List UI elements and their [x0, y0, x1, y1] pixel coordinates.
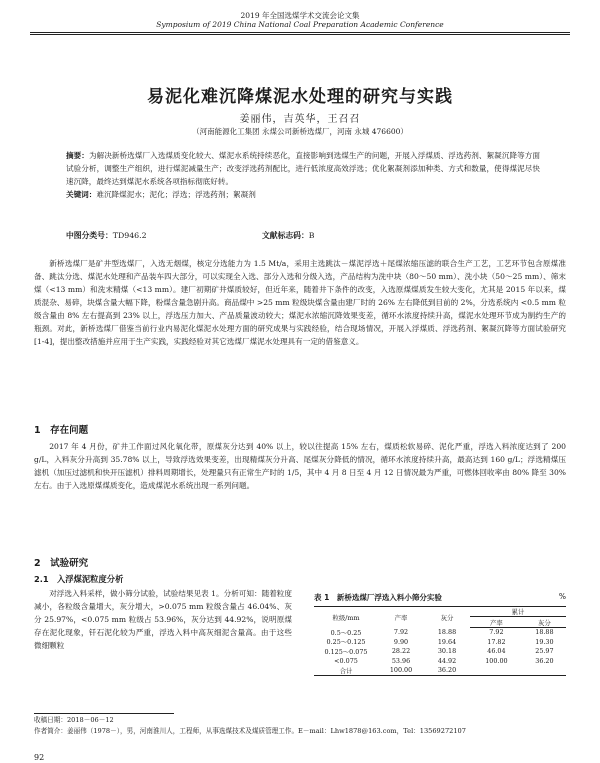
section-1-heading: 1 存在问题 — [34, 425, 89, 436]
table-row — [314, 656, 566, 665]
footnote-received: 收稿日期：2018－06－12 — [34, 716, 114, 724]
col-header-cumulative: 累计 — [470, 607, 566, 617]
table-row — [314, 637, 566, 646]
table-1-title: 表 1 新桥选煤厂浮选入料小筛分实验 — [314, 593, 442, 602]
table-cell: 9.90 — [393, 637, 409, 646]
table-cell: 100.00 — [485, 656, 508, 665]
doc-code-label: 文献标志码： — [262, 231, 309, 240]
abstract-block — [66, 149, 540, 201]
table-cell: <0.075 — [334, 656, 358, 665]
section-2-heading: 2 试验研究 — [34, 558, 89, 569]
col-header-yield: 产率 — [378, 607, 424, 628]
table-cell: 18.88 — [535, 628, 554, 637]
table-cell: 0.125～0.075 — [324, 647, 368, 656]
header-rule-thin — [30, 34, 570, 35]
page-number: 92 — [34, 753, 45, 762]
table-cell: 合计 — [314, 665, 378, 675]
section-2-1-paragraph: 对浮选入料采样，做小筛分试验，试验结果见表 1。分析可知：随着粒度减小，各粒级含量增大，灰分增大，>0.075 mm 粒级含量占 46.04%、灰分 25.97%，<0.075 mm 粒级占 53.96%，灰分达到 44.92%，说明原煤存在泥化现象，钎石泥化较为严重，浮选入料中高灰细泥含量高。由于这些微细颗粒 — [34, 589, 292, 650]
col-header-cum-ash: 灰分 — [523, 617, 566, 627]
table-cell: 0.5～0.25 — [330, 628, 362, 637]
table-cell: 44.92 — [437, 656, 457, 665]
table-cell: 46.04 — [487, 647, 506, 656]
classification-row — [66, 230, 540, 241]
col-header-size: 粒级/mm — [314, 607, 378, 628]
table-row — [314, 665, 566, 675]
table-cell: 28.22 — [391, 647, 411, 656]
table-cell — [470, 665, 523, 675]
keywords-label: 关键词： — [66, 190, 97, 199]
table-cell: 17.82 — [487, 637, 506, 646]
section-2-1-heading: 2.1 入浮煤泥粒度分析 — [34, 574, 124, 584]
affiliation: （河南能源化工集团 永煤公司新桥选煤厂，河南 永城 476600） — [192, 127, 408, 136]
table-cell: 36.20 — [535, 656, 554, 665]
table-cell: 53.96 — [391, 656, 411, 665]
paper-title: 易泥化难沉降煤泥水处理的研究与实践 — [147, 87, 453, 107]
running-header-cn: 2019 年全国选煤学术交流会论文集 — [240, 11, 360, 20]
table-cell: 7.92 — [393, 628, 409, 637]
running-header-en: Symposium of 2019 China National Coal Preparation Academic Conference — [156, 20, 444, 29]
table-1-caption — [314, 592, 566, 603]
table-row — [314, 647, 566, 656]
col-header-cum-yield: 产率 — [470, 617, 523, 627]
table-cell: 100.00 — [378, 665, 424, 675]
clc-value: TD946.2 — [112, 231, 147, 240]
table-1 — [314, 606, 566, 676]
footnote-author: 作者简介：姜丽伟（1978－），男，河南淮川人，工程师，从事选煤技术及煤质管理工作。E－mail：Lhw1878@163.com，Tel：13569272107 — [34, 727, 466, 735]
authors: 姜丽伟，吉英华，王召召 — [239, 114, 361, 125]
col-header-ash: 灰分 — [424, 607, 470, 628]
table-cell — [523, 665, 566, 675]
footnote-rule — [34, 713, 174, 714]
table-cell: 36.20 — [424, 665, 470, 675]
section-1-paragraph: 2017 年 4 月份，矿井工作面过风化氧化带，原煤灰分达到 40% 以上，较以往提高 15% 左右，煤质松软易碎、泥化严重，浮选入料浓度达到了 200 g/L，入料灰分升高到 35.78% 以上，导致浮选效果变差，出现精煤灰分升高、尾煤灰分降低的情况，循环水浓度持续升高，最高达到 160 g/L；浮选精煤压滤机（加压过滤机和快开压滤机）排料周期增长，处理量只有正常生产时的 1/5，其中 4 月 8 日至 4 月 12 日情况最为严重，可燃体回收率由 80% 降至 30% 左右。由于入选原煤煤质变化，造成煤泥水系统出现一系列问题。 — [34, 442, 566, 490]
table-cell: 7.92 — [489, 628, 504, 637]
table-cell: 30.18 — [437, 647, 457, 656]
keywords-text: 难沉降煤泥水；泥化；浮选；浮选药剂；絮凝剂 — [96, 190, 256, 199]
table-row — [314, 627, 566, 637]
table-cell: 25.97 — [535, 647, 554, 656]
table-1-unit: % — [558, 592, 566, 601]
header-rule — [30, 32, 570, 33]
abstract-label: 摘要： — [66, 151, 89, 160]
doc-code-value: B — [308, 231, 315, 240]
table-cell: 19.30 — [535, 637, 554, 646]
table-cell: 19.64 — [437, 637, 457, 646]
abstract-text: 为解决新桥选煤厂入选煤质变化较大、煤泥水系统持续恶化，直接影响到选煤生产的问题，开展入浮煤质、浮选药剂、絮凝沉降等方面试验分析，调整生产组织，进行煤泥减量生产；改变浮选药剂配比，进行低浓度高效浮选；优化絮凝剂添加种类、方式和数量，使得煤泥尽快速沉降，最终达到煤泥水系统各项指标彻底好转。 — [66, 151, 541, 186]
introduction-paragraph: 新桥选煤厂是矿井型选煤厂，入选无烟煤，核定分选能力为 1.5 Mt/a，采用主选跳汰－煤泥浮选＋尾煤浓缩压滤的联合生产工艺，工艺环节包含原煤准备、跳汰分选、煤泥水处理和产品装车四大部分，可以实现全入选、部分入选和分级入选，产品结构为洗中块（80～50 mm）、洗小块（50～25 mm）、筛末煤（<13 mm）和洗末精煤（<13 mm）。建厂初期矿井煤质较好，但近年来，随着井下条件的改变，入选原煤煤质发生较大变化，尤其是 2015 年以来，煤质混杂、易碎，块煤含量大幅下降，粉煤含量急剧升高。商品煤中 >25 mm 粒级块煤含量由建厂时的 26% 左右降低到目前的 2%，分选系统内 <0.5 mm 粒级含量由 8% 左右提高到 23% 以上，浮选压力加大、产品质量波动较大；煤泥水浓缩沉降效果变差，循环水浓度持续升高，煤泥水处理环节成为制约生产的瓶颈。对此，新桥选煤厂借鉴当前行业内易泥化煤泥水处理方面的研究成果与实践经验，结合现场情况，开展入浮煤质、浮选药剂、絮凝沉降等方面试验研究[1-4]，提出整改措施并应用于生产实践，实践经验对其它选煤厂煤泥水处理具有一定的借鉴意义。 — [34, 259, 566, 346]
clc-label: 中图分类号： — [66, 231, 113, 240]
table-cell: 0.25～0.125 — [326, 638, 366, 647]
table-cell: 18.88 — [437, 628, 457, 637]
